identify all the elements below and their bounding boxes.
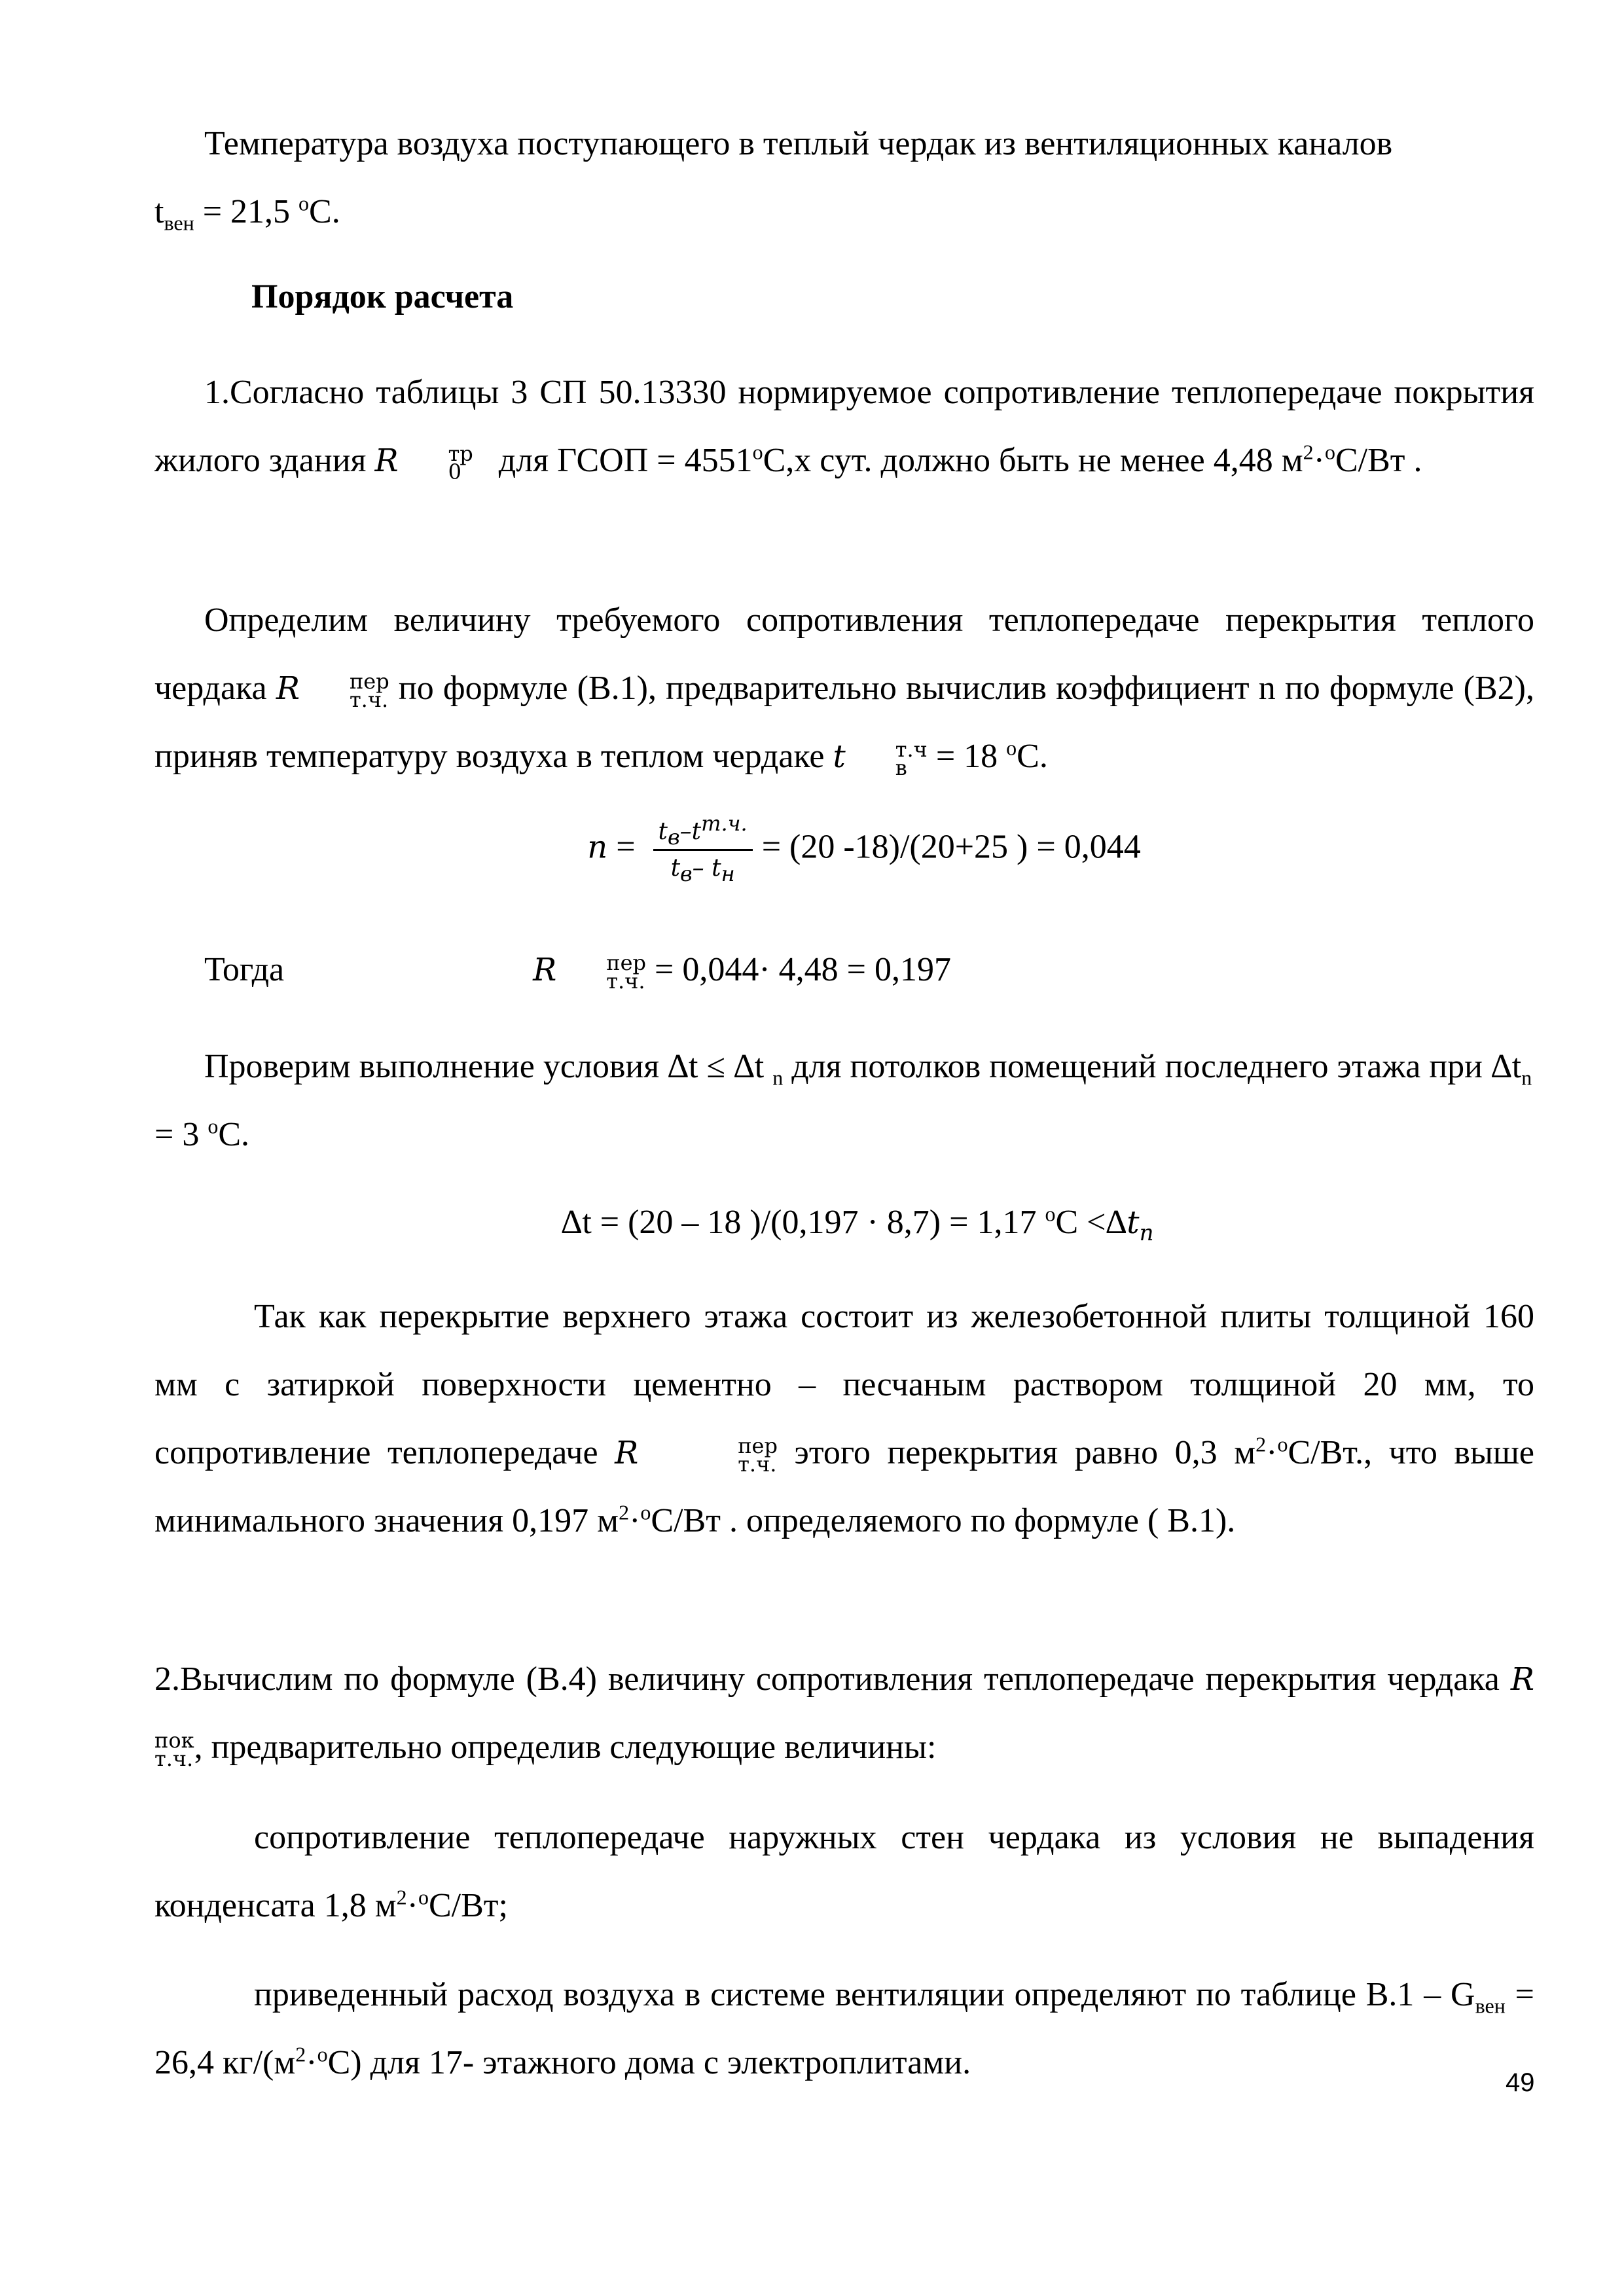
paragraph-air-flow: приведенный расход воздуха в системе вентиляции определяют по таблице $В.1 - G_{вен} = 26,4$ $кг/(м^2\cdot^оС)$ для 17- этажного дома с электроплитами. [154, 1976, 1535, 2081]
paragraph-air-temperature: Температура воздуха поступающего в теплый чердак из вентиляционных каналов $t_{вен} = 21,5$ $^о$С. [154, 125, 1393, 235]
paragraph-step-1: 1.Согласно таблицы 3 СП 50.13330 нормируемое сопротивление теплопередаче покрытия жилого здания R тр 0 для ГСОП = $4551^оС,х$ сут. должно быть не менее 4,48 $м^2\cdot^оС/Вт$ . [154, 374, 1534, 484]
formula-r-value: Тогда R пер т.ч. = 0,044· 4,48 = 0,197 [204, 950, 951, 994]
paragraph-wall-resistance: сопротивление теплопередаче наружных стен чердака из условия не выпадения конденсата 1,8 $м^2\cdot^оС/Вт$; [154, 1819, 1534, 1924]
paragraph-step-2: 2.Вычислим по формуле (В.4) величину сопротивления теплопередаче перекрытия чердака R пок т.ч. , предварительно определив следующие величины: [154, 1660, 1534, 1771]
page-number: 49 [1506, 2068, 1535, 2097]
paragraph-condition-check: Проверим выполнение условия ∆t ≤ ∆t $_n$ для потолков помещений последнего этажа при $\Delta t_n = 3$ $^о$С. [154, 1048, 1532, 1153]
formula-n: n = $\frac{t_в-t^{т.ч.}}{t_в- t_н}$ = (20 -18)/(20+25 ) = 0,044 [587, 811, 1141, 887]
paragraph-required-resistance: Определим величину требуемого сопротивления теплопередаче перекрытия теплого чердака R пер т.ч. по формуле (В.1), предварительно вычислив коэффициент n по формуле (В2), приняв температуру воздуха в теплом чердаке t т.ч в = 18 $^о$С. [154, 601, 1535, 780]
paragraph-slab-resistance: Так как перекрытие верхнего этажа состоит из железобетонной плиты толщиной 160 мм с затиркой поверхности цементно – песчаным раствором толщиной 20 мм, то сопротивление теплопередаче R пер т.ч. этого перекрытия равно 0,3 $м^2\cdot^оС/Вт$., что выше минимального значения 0,197 $м^2\cdot^оС/Вт$ . определяемого по формуле ( В.1). [154, 1298, 1534, 1539]
formula-delta-t: ∆t = (20 – 18 )/(0,197 · 8,7) = 1,17 $^оС <\Delta t_n$ [561, 1202, 1154, 1247]
section-heading: Порядок расчета [251, 278, 514, 315]
fraction: $\frac{t_в-t^{т.ч.}}{t_в- t_н}$ [653, 818, 753, 882]
